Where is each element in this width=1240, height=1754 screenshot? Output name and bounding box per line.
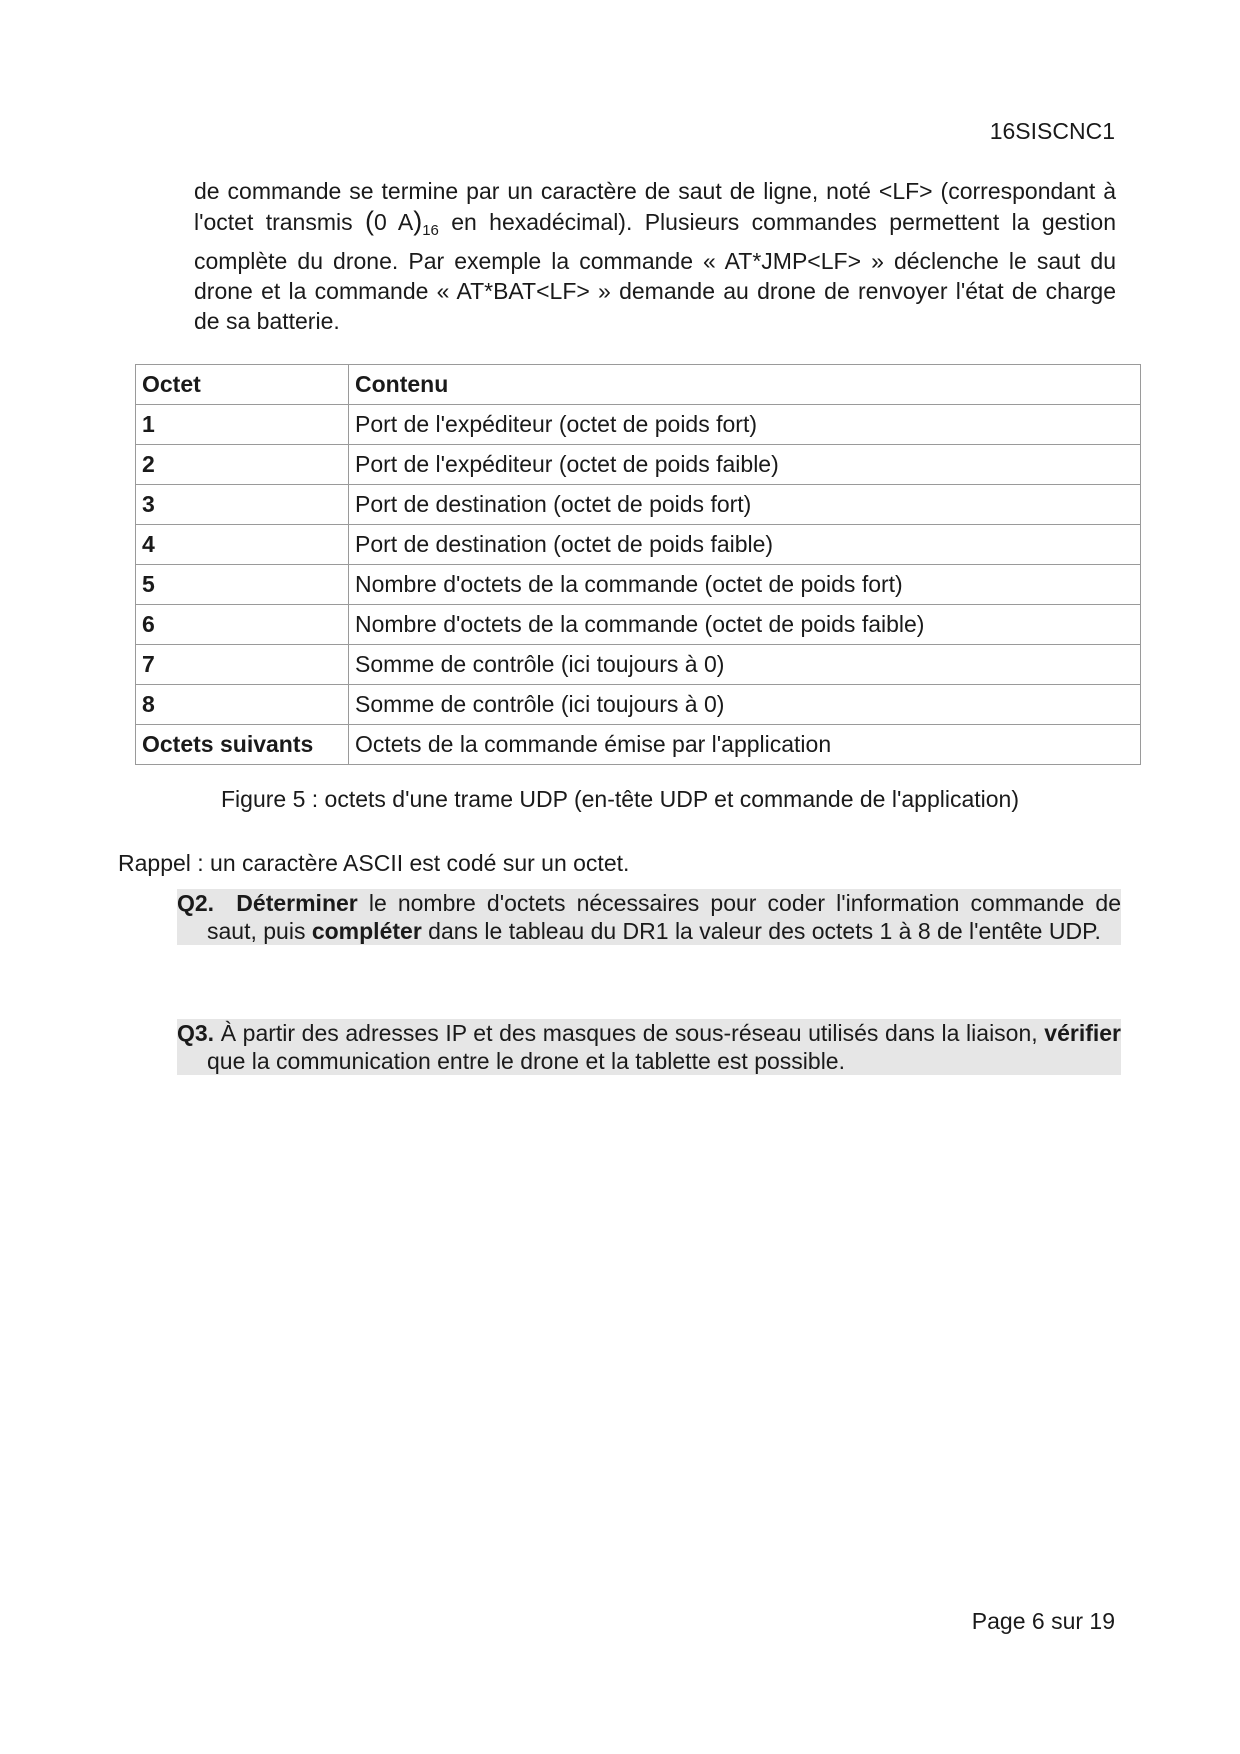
table-row [136, 565, 1141, 605]
table-row [136, 525, 1141, 565]
document-code: 16SISCNC1 [989, 118, 1115, 144]
q2-verb-completer: compléter [311, 918, 422, 944]
table-row [136, 645, 1141, 685]
question-number: Q2. [177, 890, 215, 916]
figure-caption: Figure 5 : octets d'une trame UDP (en-tête UDP et commande de l'application) [221, 786, 1019, 812]
udp-frame-table [135, 364, 1141, 765]
content-cell: Octets de la commande émise par l'application [349, 725, 1141, 765]
q3-text1: À partir des adresses IP et des masques de sous-réseau utilisés dans la liaison, [214, 1020, 1045, 1046]
octet-cell: 3 [136, 485, 349, 525]
question-q2-text [177, 889, 1121, 945]
q2-verb-determiner: Déterminer [236, 890, 358, 916]
hex-base: 16 [422, 222, 439, 239]
hex-value: 0 A [373, 209, 414, 235]
content-cell: Port de destination (octet de poids faible) [349, 525, 1141, 565]
intro-text-part2: en hexadécimal). Plusieurs commandes permettent la gestion complète du drone. Par exemple la commande « AT*JMP<LF> » déclenche le saut du drone et la commande « AT*BAT<LF> » demande au drone de renvoyer l'état de charge de sa batterie. [194, 209, 1117, 334]
question-q3 [177, 1019, 1121, 1075]
q2-text1: le nombre d'octets nécessaires pour coder l'information commande de saut, puis [207, 890, 1122, 944]
q2-text2: dans le tableau du DR1 la valeur des octets 1 à 8 de l'entête UDP. [421, 918, 1101, 944]
page-number: Page 6 sur 19 [971, 1608, 1115, 1634]
octet-cell: 1 [136, 405, 349, 445]
octet-cell: 2 [136, 445, 349, 485]
q3-text2: que la communication entre le drone et la tablette est possible. [207, 1048, 845, 1074]
rappel-note: Rappel : un caractère ASCII est codé sur un octet. [118, 850, 630, 876]
q3-verb-verifier: vérifier [1044, 1020, 1121, 1046]
question-q3-text [177, 1019, 1121, 1075]
octet-cell: 5 [136, 565, 349, 605]
octet-cell: 8 [136, 685, 349, 725]
question-number: Q3. [177, 1020, 215, 1046]
intro-paragraph [194, 176, 1116, 336]
header-octet: Octet [136, 365, 349, 405]
table-row [136, 685, 1141, 725]
content-cell: Somme de contrôle (ici toujours à 0) [349, 645, 1141, 685]
content-cell: Port de destination (octet de poids fort) [349, 485, 1141, 525]
octet-cell: 6 [136, 605, 349, 645]
table-row [136, 725, 1141, 765]
question-q2 [177, 889, 1121, 945]
content-cell: Port de l'expéditeur (octet de poids faible) [349, 445, 1141, 485]
table-row [136, 405, 1141, 445]
table-row [136, 605, 1141, 645]
octet-cell: Octets suivants [136, 725, 349, 765]
header-contenu: Contenu [349, 365, 1141, 405]
octet-cell: 7 [136, 645, 349, 685]
content-cell: Nombre d'octets de la commande (octet de poids fort) [349, 565, 1141, 605]
content-cell: Nombre d'octets de la commande (octet de poids faible) [349, 605, 1141, 645]
table-row [136, 485, 1141, 525]
content-cell: Somme de contrôle (ici toujours à 0) [349, 685, 1141, 725]
hex-notation: (0 $A)_{16}$ [364, 206, 439, 239]
content-cell: Port de l'expéditeur (octet de poids fort) [349, 405, 1141, 445]
table-row [136, 445, 1141, 485]
table-header-row [136, 365, 1141, 405]
octet-cell: 4 [136, 525, 349, 565]
intro-text-part1: de commande se termine par un caractère de saut de ligne, noté <LF> (correspondant à l'octet transmis [194, 178, 1116, 235]
